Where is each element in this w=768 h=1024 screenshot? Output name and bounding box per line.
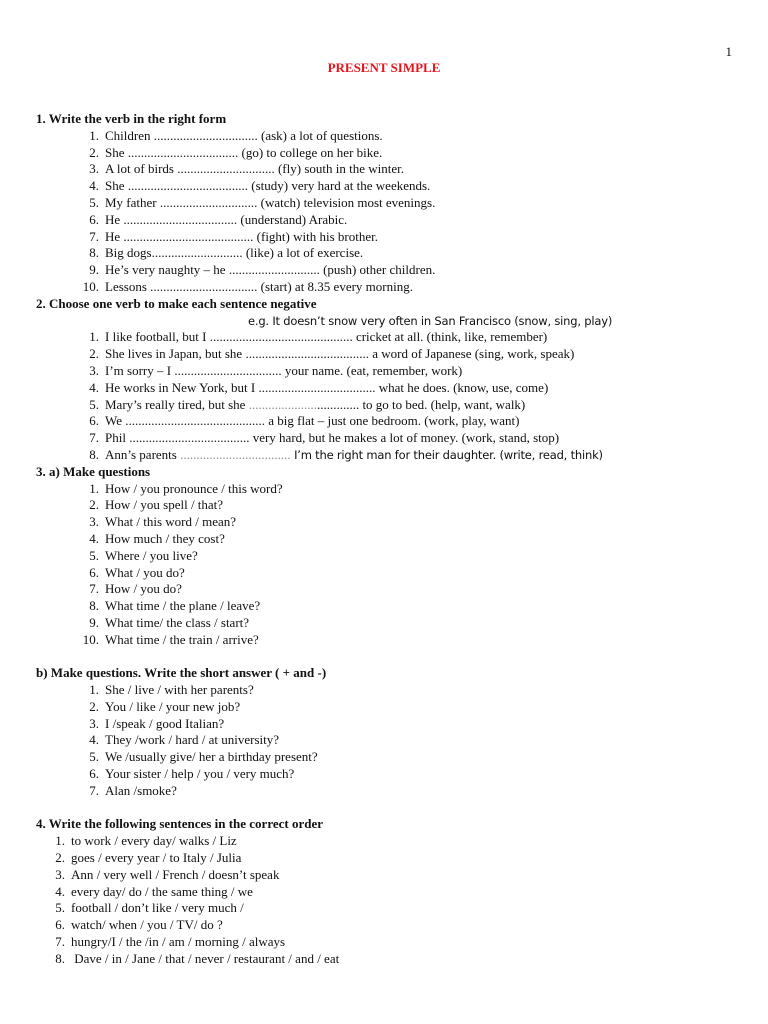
list-item xyxy=(36,161,736,178)
item-number: 3. xyxy=(55,866,65,882)
item-text: every day/ do / the same thing / we xyxy=(71,883,253,899)
spacer xyxy=(36,800,736,817)
item-text: He’s very naughty – he ............................ (push) other children. xyxy=(105,262,436,278)
section-4-list xyxy=(36,833,736,967)
item-number: 4. xyxy=(89,530,99,546)
list-item xyxy=(36,766,736,783)
item-number: 7. xyxy=(89,228,99,244)
list-item xyxy=(36,380,736,397)
item-number: 9. xyxy=(89,262,99,278)
list-item xyxy=(36,145,736,162)
item-text: Alan /smoke? xyxy=(105,782,177,798)
item-text: Dave / in / Jane / that / never / restaurant / and / eat xyxy=(71,950,340,966)
list-item xyxy=(36,447,736,464)
item-number: 5. xyxy=(55,900,65,916)
item-number: 7. xyxy=(89,782,99,798)
item-text: football / don’t like / very much / xyxy=(71,900,244,916)
item-text: What time / the train / arrive? xyxy=(105,631,259,647)
item-number: 2. xyxy=(89,698,99,714)
section-4-heading: 4. Write the following sentences in the correct order xyxy=(36,816,324,832)
item-text: He ........................................ (fight) with his brother. xyxy=(105,228,378,244)
list-item xyxy=(36,514,736,531)
item-text: Big dogs............................ (like) a lot of exercise. xyxy=(105,245,364,261)
item-number: 5. xyxy=(89,749,99,765)
item-text: I’m sorry – I ................................. your name. (eat, remember, work) xyxy=(105,362,463,378)
item-number: 6. xyxy=(89,413,99,429)
item-text: You / like / your new job? xyxy=(105,698,241,714)
item-text: She lives in Japan, but she ...................................... a word of Japanese (sing, work, speak) xyxy=(105,346,575,362)
list-item xyxy=(36,581,736,598)
item-text: Children ................................ (ask) a lot of questions. xyxy=(105,127,383,143)
item-text: I /speak / good Italian? xyxy=(105,715,225,731)
section-3a-list xyxy=(36,481,736,649)
list-item xyxy=(36,397,736,414)
item-number: 9. xyxy=(89,614,99,630)
item-text: to work / every day/ walks / Liz xyxy=(71,833,237,849)
item-number: 4. xyxy=(89,732,99,748)
list-item xyxy=(36,128,736,145)
list-item xyxy=(36,178,736,195)
section-1-heading: 1. Write the verb in the right form xyxy=(36,111,227,126)
item-number: 6. xyxy=(89,211,99,227)
item-number: 4. xyxy=(55,883,65,899)
item-text: Phil ..................................... very hard, but he makes a lot of money. (work, stand, stop) xyxy=(105,430,560,446)
item-text: He ................................... (understand) Arabic. xyxy=(105,211,348,227)
item-text: She / live / with her parents? xyxy=(105,682,254,698)
list-item xyxy=(36,212,736,229)
list-item xyxy=(36,783,736,800)
item-text: Ann’s parents xyxy=(105,446,181,462)
item-text: goes / every year / to Italy / Julia xyxy=(71,850,242,866)
list-item xyxy=(36,632,736,649)
item-number: 2. xyxy=(55,850,65,866)
item-number: 7. xyxy=(89,581,99,597)
list-item xyxy=(36,363,736,380)
section-3b-list xyxy=(36,682,736,800)
item-number: 1. xyxy=(89,127,99,143)
item-number: 5. xyxy=(89,194,99,210)
section-3a-heading: 3. a) Make questions xyxy=(36,463,151,479)
list-item xyxy=(36,329,736,346)
item-number: 3. xyxy=(89,514,99,530)
item-number: 6. xyxy=(55,917,65,933)
list-item xyxy=(36,917,736,934)
list-item xyxy=(36,279,736,296)
item-number: 7. xyxy=(89,430,99,446)
item-text: hungry/I / the /in / am / morning / always xyxy=(71,934,286,950)
item-text: I like football, but I ............................................ cricket at all. (think, like, remember) xyxy=(105,329,548,345)
item-number: 3. xyxy=(89,161,99,177)
item-text: She ..................................... (study) very hard at the weekends. xyxy=(105,178,431,194)
item-number: 4. xyxy=(89,379,99,395)
item-number: 5. xyxy=(89,396,99,412)
list-item xyxy=(36,867,736,884)
item-text: We ........................................... a big flat – just one bedroom. (work, play, want) xyxy=(105,413,520,429)
list-item xyxy=(36,346,736,363)
worksheet-body xyxy=(36,111,736,968)
item-text: Ann / very well / French / doesn’t speak xyxy=(71,866,280,882)
list-item xyxy=(36,245,736,262)
list-item xyxy=(36,884,736,901)
list-item xyxy=(36,497,736,514)
list-item xyxy=(36,195,736,212)
list-item xyxy=(36,413,736,430)
item-number: 6. xyxy=(89,564,99,580)
item-text: How much / they cost? xyxy=(105,530,225,546)
item-number: 2. xyxy=(89,346,99,362)
list-item xyxy=(36,615,736,632)
item-text: What / you do? xyxy=(105,564,185,580)
item-dots: .................................. xyxy=(180,446,291,462)
item-number: 1. xyxy=(89,480,99,496)
list-item xyxy=(36,531,736,548)
item-number: 5. xyxy=(89,547,99,563)
item-number: 6. xyxy=(89,766,99,782)
list-item xyxy=(36,548,736,565)
section-1-list xyxy=(36,128,736,296)
example-sentence: e.g. It doesn’t snow very often in San Francisco (snow, sing, play) xyxy=(248,313,613,328)
item-text: How / you do? xyxy=(105,581,182,597)
item-number: 4. xyxy=(89,178,99,194)
section-2-heading: 2. Choose one verb to make each sentence negative xyxy=(36,295,317,311)
item-number: 8. xyxy=(89,446,99,462)
list-item xyxy=(36,951,736,968)
item-number: 10. xyxy=(82,278,99,294)
item-number: 3. xyxy=(89,715,99,731)
page-title: PRESENT SIMPLE xyxy=(327,60,441,75)
list-item xyxy=(36,716,736,733)
item-text: They /work / hard / at university? xyxy=(105,732,280,748)
list-item xyxy=(36,682,736,699)
item-text: Lessons ................................. (start) at 8.35 every morning. xyxy=(105,278,413,294)
item-text-end: ............. to go to bed. (help, want, walk) xyxy=(316,396,526,412)
section-3b-heading: b) Make questions. Write the short answer ( + and -) xyxy=(36,665,327,681)
item-number: 1. xyxy=(89,682,99,698)
list-item xyxy=(36,934,736,951)
item-text: We /usually give/ her a birthday present? xyxy=(105,749,318,765)
item-text: Where / you live? xyxy=(105,547,198,563)
list-item xyxy=(36,749,736,766)
item-number: 2. xyxy=(89,497,99,513)
item-number: 1. xyxy=(55,833,65,849)
item-text: She .................................. (go) to college on her bike. xyxy=(105,144,383,160)
item-dots: ..................... xyxy=(248,396,317,412)
list-item xyxy=(36,732,736,749)
item-number: 1. xyxy=(89,329,99,345)
list-item xyxy=(36,565,736,582)
item-text: watch/ when / you / TV/ do ? xyxy=(71,917,223,933)
item-text-end: I’m the right man for their daughter. (write, read, think) xyxy=(290,447,603,462)
item-number: 8. xyxy=(55,950,65,966)
item-text: How / you spell / that? xyxy=(105,497,224,513)
section-2-list xyxy=(36,329,736,463)
item-text: Your sister / help / you / very much? xyxy=(105,766,295,782)
item-text: Mary’s really tired, but she xyxy=(105,396,249,412)
list-item xyxy=(36,430,736,447)
item-text: My father .............................. (watch) television most evenings. xyxy=(105,194,436,210)
item-text: What / this word / mean? xyxy=(105,514,237,530)
item-text: A lot of birds .............................. (fly) south in the winter. xyxy=(105,161,404,177)
page-number: 1 xyxy=(725,44,732,59)
item-number: 8. xyxy=(89,245,99,261)
list-item xyxy=(36,598,736,615)
list-item xyxy=(36,833,736,850)
item-number: 8. xyxy=(89,598,99,614)
item-number: 3. xyxy=(89,362,99,378)
item-text: What time/ the class / start? xyxy=(105,614,250,630)
item-text: What time / the plane / leave? xyxy=(105,598,261,614)
spacer xyxy=(36,649,736,666)
item-number: 10. xyxy=(82,631,99,647)
list-item xyxy=(36,229,736,246)
list-item xyxy=(36,850,736,867)
item-text: How / you pronounce / this word? xyxy=(105,480,283,496)
item-number: 7. xyxy=(55,934,65,950)
item-text: He works in New York, but I .................................... what he does. (know, use, come) xyxy=(105,379,549,395)
item-number: 2. xyxy=(89,144,99,160)
list-item xyxy=(36,481,736,498)
list-item xyxy=(36,699,736,716)
list-item xyxy=(36,900,736,917)
list-item xyxy=(36,262,736,279)
